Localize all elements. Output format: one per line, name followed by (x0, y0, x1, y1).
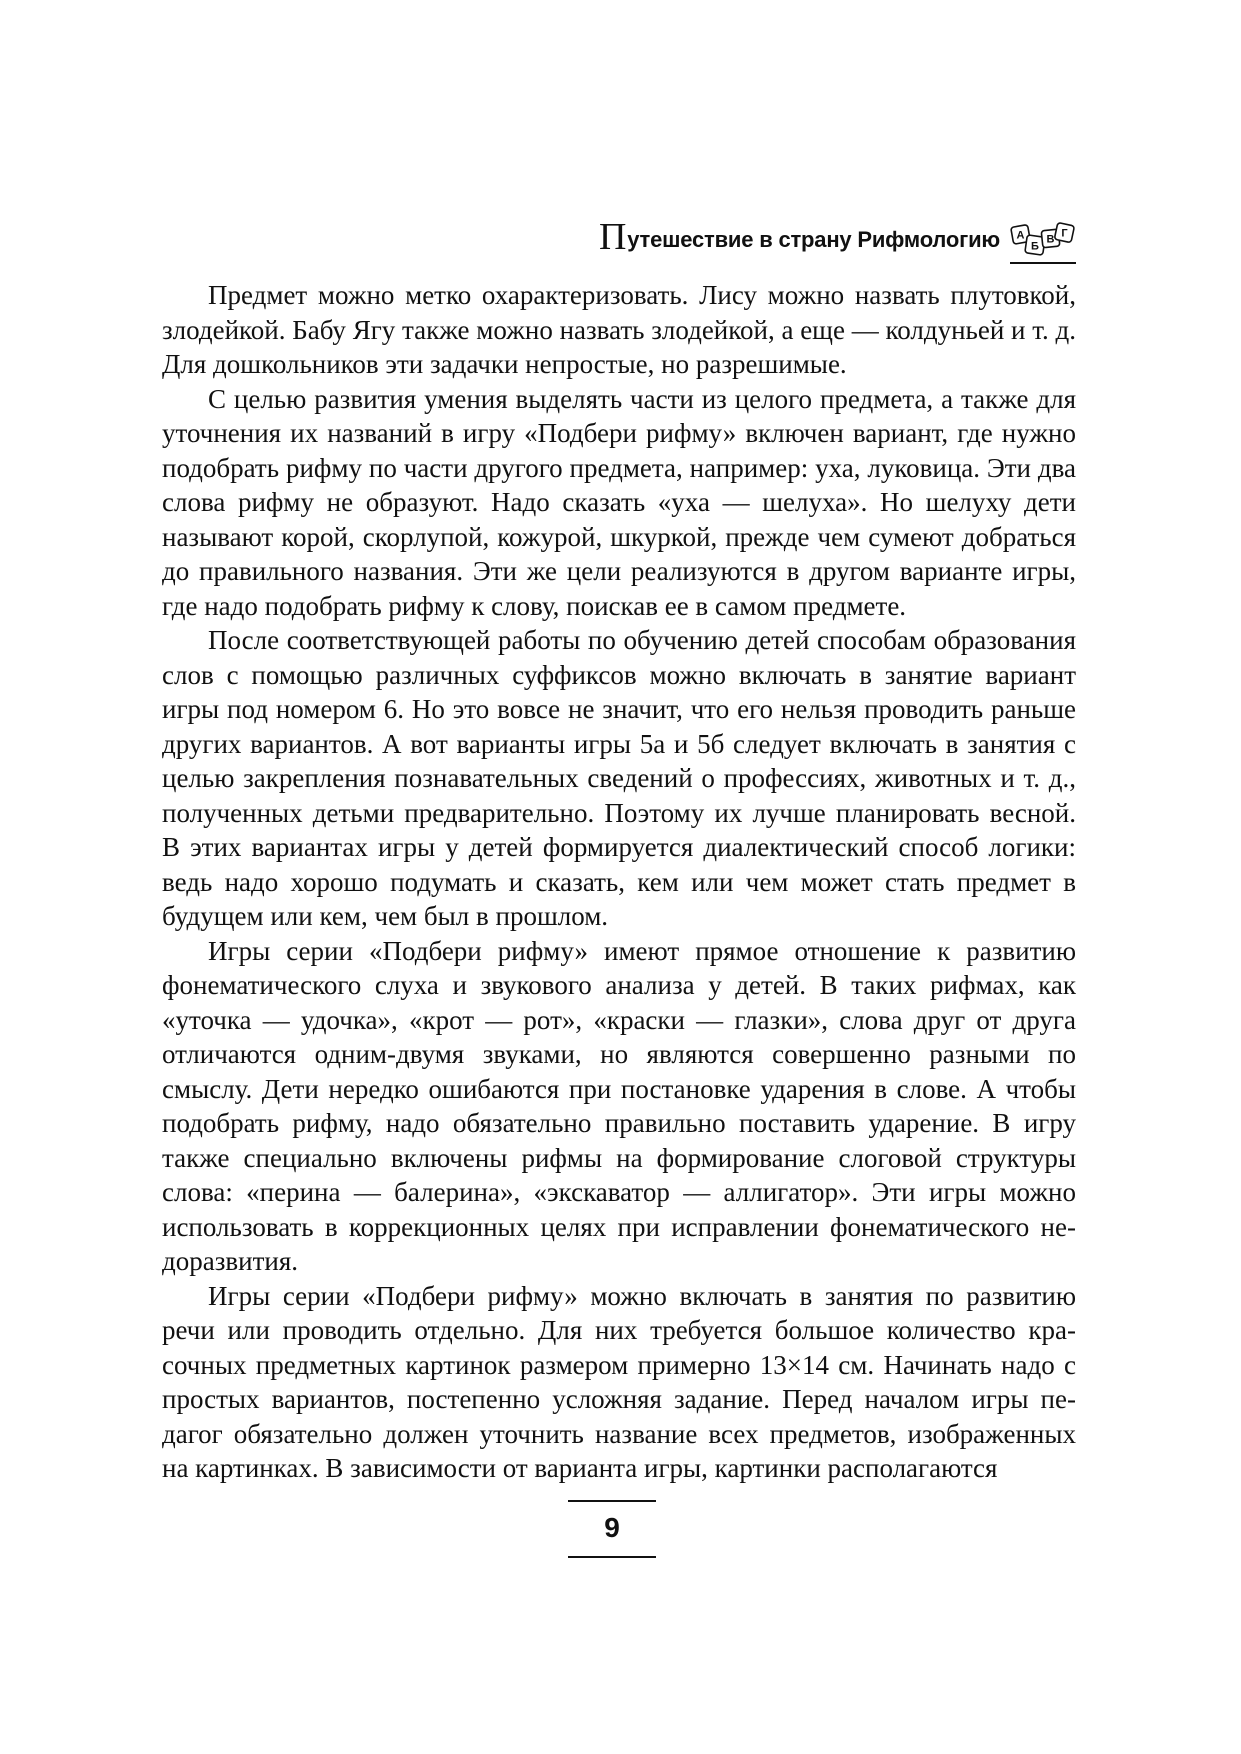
block-letter-1: А (1016, 229, 1025, 242)
header-title-text: утешествие в страну Рифмологию (627, 227, 1000, 252)
block-letter-3: В (1046, 233, 1055, 246)
block-letter-4: Г (1061, 227, 1068, 240)
paragraph: Игры серии «Подбери рифму» имеют прямое отношение к развитию фонематического слуха и звукового анализа у детей. В таких рифмах, как «уточка — удочка», «крот — рот», «краски — глазки», слова друг от друга отличаются одним-двумя звуками, но являются совершенно разными по смыслу. Дети нередко ошибаются при постановке ударения в слове. А чтобы подобрать рифму, надо обязательно правильно поставить ударение. В игру также специально включены рифмы на формирование слоговой структуры слова: «перина — балерина», «экскаватор — аллигатор». Эти игры можно использовать в коррекционных целях при исправлении фонематического недоразвития. (162, 935, 1076, 1276)
footer-rule-top (568, 1500, 656, 1502)
paragraph: После соответствующей работы по обучению детей способам образования слов с помощью различных суффиксов можно включать в занятие вариант игры под номером 6. Но это вовсе не значит, что его нельзя проводить раньше других вариантов. А вот варианты игры 5а и 5б следует включать в занятия с целью закрепления познавательных сведений о профессиях, животных и т. д., полученных детьми предварительно. Поэтому их лучше планировать весной. В этих вариантах игры у детей формируется диалектический способ логики: ведь надо хорошо подумать и сказать, кем или чем может стать предмет в будущем или кем, чем был в прошлом. (162, 625, 1076, 931)
alphabet-blocks-icon (1010, 222, 1076, 258)
header-title-initial: П (598, 216, 627, 258)
header-underline (1010, 262, 1076, 264)
footer-rule-bottom (568, 1556, 656, 1558)
page-body (162, 278, 1076, 1486)
block-letter-2: Б (1031, 240, 1039, 253)
running-header (560, 216, 1076, 264)
paragraph: Игры серии «Подбери рифму» можно включать в занятия по развитию речи или проводить отдельно. Для них требуется большое количество красочных предметных картинок размером примерно 13×14 см. Начинать надо с простых вариантов, постепенно усложняя задание. Перед началом игры педагог обязательно должен уточнить название всех предметов, изображенных на картинках. В зависимости от варианта игры, картинки располагаются (162, 1280, 1076, 1483)
running-header-title (598, 216, 1000, 258)
paragraph: С целью развития умения выделять части из целого предмета, а также для уточнения их названий в игру «Подбери рифму» включен вариант, где нужно подобрать рифму по части другого предмета, например: уха, луковица. Эти два слова рифму не образуют. Надо сказать «уха — шелуха». Но шелуху дети называют корой, скорлупой, кожурой, шкуркой, прежде чем сумеют добраться до правильного названия. Эти же цели реализуются в другом варианте игры, где надо подобрать рифму к слову, поискав ее в самом предмете. (162, 383, 1076, 621)
page-footer (568, 1500, 656, 1564)
paragraph: Предмет можно метко охарактеризовать. Лису можно назвать плутовкой, злодейкой. Бабу Ягу также можно назвать злодейкой, а еще — колдуньей и т. д. Для дошкольников эти задачки непростые, но разрешимые. (162, 280, 1076, 379)
page-number: 9 (604, 1512, 620, 1543)
